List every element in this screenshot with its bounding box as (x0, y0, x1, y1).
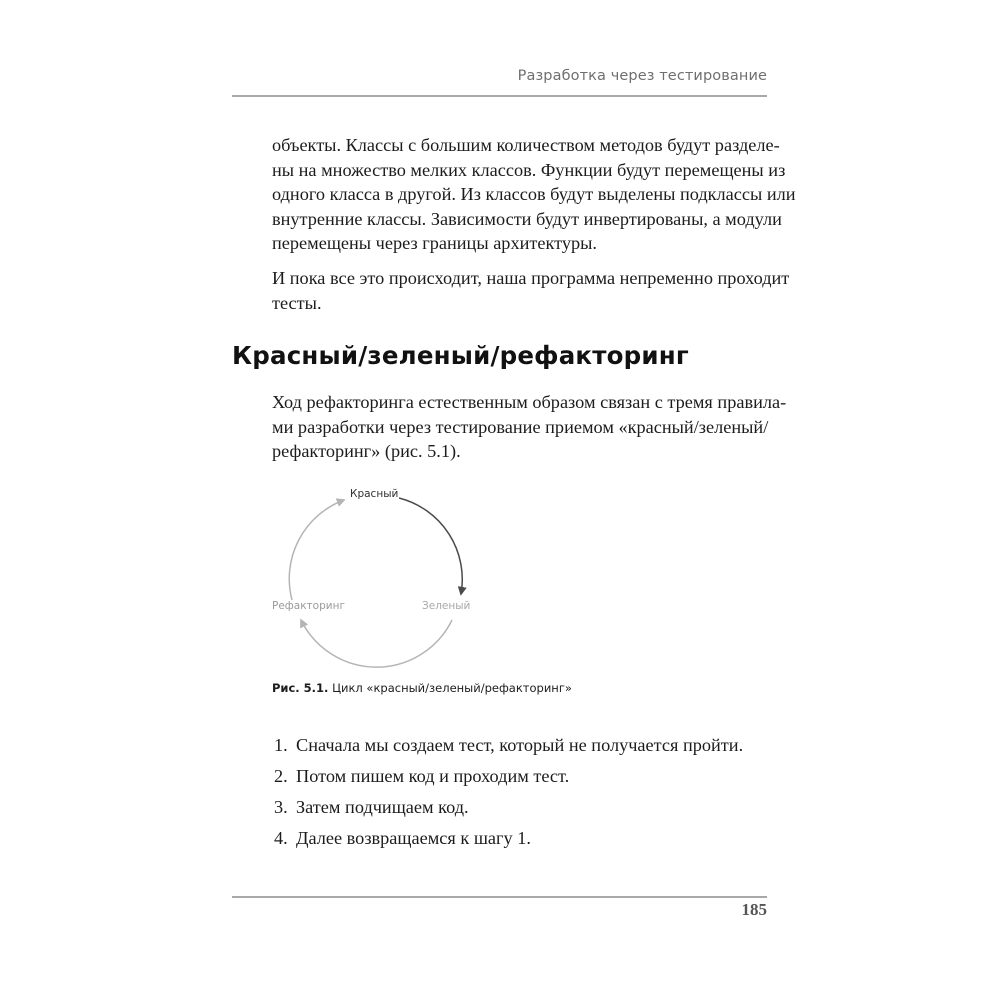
paragraph-objects (272, 133, 796, 256)
text-line: объекты. Классы с большим количеством методов будут разделе- (272, 135, 780, 155)
list-item (274, 733, 754, 764)
text-line: Ход рефакторинга естественным образом связан с тремя правила- (272, 392, 787, 412)
arc-refactor-to-red (289, 500, 344, 600)
list-item-text: Потом пишем код и проходим тест. (296, 766, 570, 786)
list-item-text: Сначала мы создаем тест, который не получается пройти. (296, 735, 744, 755)
list-item-number: 3. (274, 797, 288, 817)
text-line: внутренние классы. Зависимости будут инвертированы, а модули (272, 208, 782, 229)
list-item-number: 1. (274, 735, 288, 755)
page-number: 185 (741, 900, 767, 919)
header-rule (232, 95, 767, 97)
section-heading: Красный/зеленый/рефакторинг (232, 341, 689, 370)
list-item (274, 795, 754, 826)
paragraph-refactoring-intro (272, 390, 787, 464)
caption-number: Рис. 5.1. (272, 681, 329, 695)
text-line: ны на множество мелких классов. Функции будут перемещены из (272, 159, 786, 180)
figure-caption (272, 681, 572, 695)
list-item (274, 764, 754, 795)
list-item-text: Затем подчищаем код. (296, 797, 469, 817)
cycle-diagram-svg (266, 478, 486, 678)
text-line: ми разработки через тестирование приемом «красный/зеленый/ (272, 416, 769, 437)
text-line: перемещены через границы архитектуры. (272, 233, 598, 253)
paragraph-tests-pass (272, 266, 790, 315)
footer-rule (232, 896, 767, 898)
arc-red-to-green (399, 498, 462, 594)
label-refactor: Рефакторинг (272, 600, 345, 612)
text-line: рефакторинг» (рис. 5.1). (272, 441, 461, 461)
caption-text: Цикл «красный/зеленый/рефакторинг» (328, 681, 572, 695)
arc-green-to-refactor (301, 620, 452, 667)
steps-list (274, 733, 754, 857)
running-header: Разработка через тестирование (517, 68, 767, 84)
label-green: Зеленый (422, 600, 471, 612)
text-line: И пока все это происходит, наша программа непременно проходит (272, 268, 790, 288)
list-item-number: 2. (274, 766, 288, 786)
text-line: тесты. (272, 292, 322, 313)
red-green-refactor-diagram (266, 478, 486, 678)
list-item-text: Далее возвращаемся к шагу 1. (296, 828, 531, 848)
list-item-number: 4. (274, 828, 288, 848)
label-red: Красный (350, 488, 399, 500)
text-line: одного класса в другой. Из классов будут выделены подклассы или (272, 184, 796, 204)
list-item (274, 826, 754, 857)
